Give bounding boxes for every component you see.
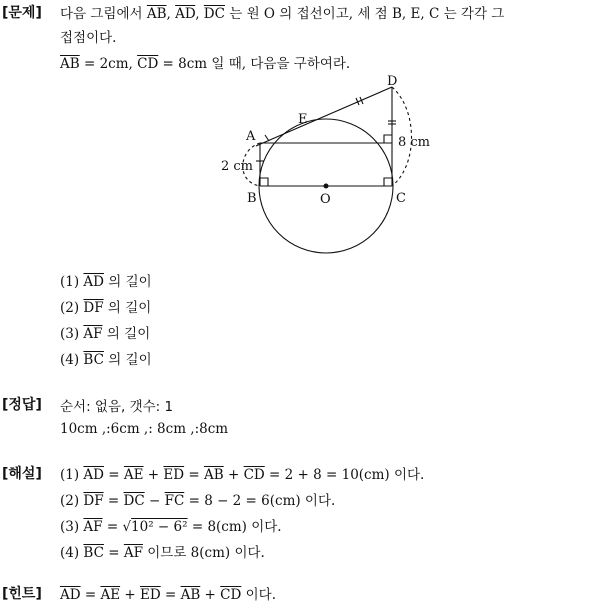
label-e: E bbox=[298, 112, 308, 127]
text: = 8 − 2 = 6(cm) 이다. bbox=[184, 493, 336, 509]
text: = 2cm, bbox=[79, 56, 138, 72]
label-c: C bbox=[396, 191, 406, 206]
text: = 2 + 8 = 10(cm) 이다. bbox=[264, 467, 425, 483]
question-text: 의 길이 bbox=[104, 274, 152, 290]
length-dc: 8 cm bbox=[398, 135, 431, 150]
text: 는 원 O 의 접선이고, 세 점 B, E, C 는 각각 그 bbox=[224, 6, 505, 22]
question-number: (1) bbox=[60, 274, 84, 290]
text: = 8(cm) 이다. bbox=[187, 519, 282, 535]
segment: $\overline{DF}$ bbox=[83, 300, 104, 316]
question-text: 의 길이 bbox=[103, 300, 152, 316]
text: = 8cm 일 때, 다음을 구하여라. bbox=[158, 56, 351, 72]
center-point-o bbox=[324, 184, 328, 188]
label-b: B bbox=[247, 191, 257, 206]
question-number: (4) bbox=[60, 352, 84, 368]
right-angle-c bbox=[384, 178, 392, 186]
text: = bbox=[160, 587, 181, 603]
solution-tag: [해설] bbox=[2, 466, 42, 482]
label-o: O bbox=[320, 192, 331, 207]
length-ab: 2 cm bbox=[221, 159, 254, 174]
problem-tag: [문제] bbox=[2, 5, 42, 21]
text: 이므로 8(cm) 이다. bbox=[142, 545, 265, 561]
question-number: (2) bbox=[60, 300, 84, 316]
text: + bbox=[120, 587, 140, 603]
question-text: 의 길이 bbox=[102, 326, 151, 342]
text: = bbox=[104, 467, 124, 483]
segment: $\overline{FC}$ bbox=[164, 493, 185, 509]
text: = bbox=[103, 545, 124, 561]
segment: $\overline{AE}$ bbox=[100, 587, 121, 603]
solution-number: (2) bbox=[60, 493, 84, 509]
text: = √ bbox=[102, 519, 132, 535]
text: 다음 그림에서 bbox=[60, 6, 147, 22]
answer-tag: [정답] bbox=[2, 397, 42, 413]
text: , bbox=[195, 6, 204, 22]
tick-ae bbox=[265, 135, 269, 141]
text: = bbox=[103, 493, 124, 509]
text: + bbox=[223, 467, 244, 483]
text: − bbox=[144, 493, 165, 509]
solution-number: (3) bbox=[60, 519, 84, 535]
solution-number: (4) bbox=[60, 545, 84, 561]
segment-ab: $\overline{AB}$ bbox=[146, 6, 167, 22]
segment-ad: $\overline{AD}$ bbox=[175, 6, 196, 22]
solution-line-3 bbox=[60, 515, 282, 535]
segment: $\overline{AD}$ bbox=[83, 467, 104, 483]
segment-dc: $\overline{DC}$ bbox=[203, 6, 225, 22]
segment: $\overline{CD}$ bbox=[243, 467, 265, 483]
question-number: (3) bbox=[60, 326, 84, 342]
solution-line-4 bbox=[60, 541, 265, 561]
segment: $\overline{DC}$ bbox=[123, 493, 145, 509]
segment: $\overline{CD}$ bbox=[220, 587, 242, 603]
segment: $\overline{AD}$ bbox=[83, 274, 104, 290]
answer-line-1: 순서: 없음, 갯수: 1 bbox=[60, 399, 174, 415]
right-angle-b bbox=[260, 178, 268, 186]
solution-line-2 bbox=[60, 489, 335, 509]
hint-line bbox=[60, 583, 276, 603]
question-text: 의 길이 bbox=[103, 352, 152, 368]
segment: $\overline{AB}$ bbox=[180, 587, 201, 603]
segment: $\overline{AF}$ bbox=[123, 545, 143, 561]
segment: $\overline{AE}$ bbox=[123, 467, 144, 483]
segment: $\overline{AF}$ bbox=[83, 519, 103, 535]
segment: $\overline{AB}$ bbox=[204, 467, 224, 483]
text: = bbox=[184, 467, 205, 483]
segment: $\overline{BC}$ bbox=[83, 545, 104, 561]
segment: $\overline{ED}$ bbox=[163, 467, 185, 483]
radicand: 10² − 6² bbox=[131, 519, 188, 535]
segment: $\overline{DF}$ bbox=[83, 493, 104, 509]
segment: $\overline{BC}$ bbox=[83, 352, 104, 368]
hint-tag: [힌트] bbox=[2, 586, 42, 602]
label-d: D bbox=[387, 74, 398, 89]
segment-ab: $\overline{AB}$ bbox=[60, 56, 80, 72]
label-a: A bbox=[246, 129, 256, 144]
question-1 bbox=[60, 270, 152, 290]
segment: $\overline{AF}$ bbox=[83, 326, 103, 342]
solution-number: (1) bbox=[60, 467, 84, 483]
question-4 bbox=[60, 348, 152, 368]
segment: $\overline{AD}$ bbox=[60, 587, 81, 603]
text: + bbox=[143, 467, 164, 483]
question-3 bbox=[60, 322, 150, 342]
answer-line-2: 10cm ,:6cm ,: 8cm ,:8cm bbox=[60, 421, 229, 437]
solution-line-1 bbox=[60, 463, 424, 483]
segment-cd: $\overline{CD}$ bbox=[137, 56, 159, 72]
text: = bbox=[80, 587, 101, 603]
segment: $\overline{ED}$ bbox=[140, 587, 161, 603]
text: + bbox=[200, 587, 221, 603]
problem-line-2: 접점이다. bbox=[60, 30, 117, 46]
text: , bbox=[166, 6, 176, 22]
question-2 bbox=[60, 296, 151, 316]
text: 이다. bbox=[241, 587, 276, 603]
right-angle-f bbox=[384, 135, 392, 143]
